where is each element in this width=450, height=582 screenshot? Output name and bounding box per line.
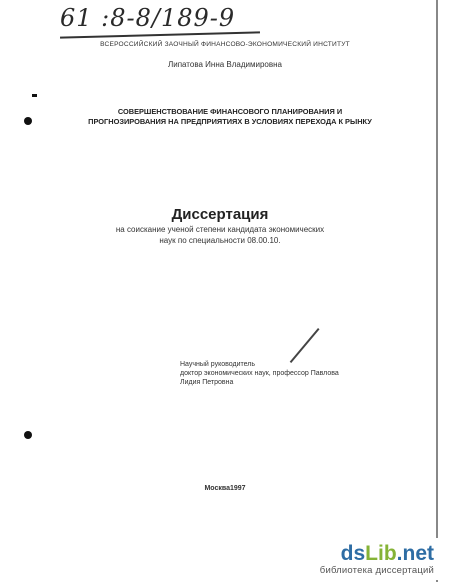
document-type-heading: Диссертация [171,206,269,223]
dslib-subtitle: библиотека диссертаций [319,565,434,576]
scan-mark [32,94,37,97]
city-and-year: Москва1997 [204,485,246,492]
scientific-supervisor-block [180,360,380,387]
supervisor-degree: доктор экономических наук, профессор Павлова [180,370,339,377]
scan-page-edge [436,0,438,582]
archive-mark-underline [60,31,260,38]
logo-part-net: .net [396,542,434,565]
degree-description [70,224,370,246]
archive-mark-text: 61 :8-8/189-9 [60,4,236,32]
supervisor-name: Лидия Петровна [180,379,234,386]
punch-hole-bottom [24,431,32,439]
institute-name: ВСЕРОССИЙСКИЙ ЗАОЧНЫЙ ФИНАНСОВО-ЭКОНОМИЧЕСКИЙ ИНСТИТУТ [100,41,350,48]
supervisor-title: Научный руководитель [180,361,256,368]
topic-line-1: СОВЕРШЕНСТВОВАНИЕ ФИНАНСОВОГО ПЛАНИРОВАНИЯ И [117,107,343,116]
logo-part-ds: ds [340,542,366,565]
dissertation-topic [60,107,400,127]
logo-part-lib: Lib [365,542,397,565]
pen-stroke-mark [290,328,319,363]
handwritten-archive-mark [60,4,260,38]
author-name: Липатова Инна Владимировна [167,60,282,69]
degree-line-2: наук по специальности 08.00.10. [159,236,281,245]
dslib-watermark[interactable] [290,538,442,580]
punch-hole-top [24,117,32,125]
degree-line-1: на соискание ученой степени кандидата экономических [115,225,325,234]
dslib-logo[interactable] [341,542,434,566]
topic-line-2: ПРОГНОЗИРОВАНИЯ НА ПРЕДПРИЯТИЯХ В УСЛОВИЯХ ПЕРЕХОДА К РЫНКУ [88,117,372,126]
